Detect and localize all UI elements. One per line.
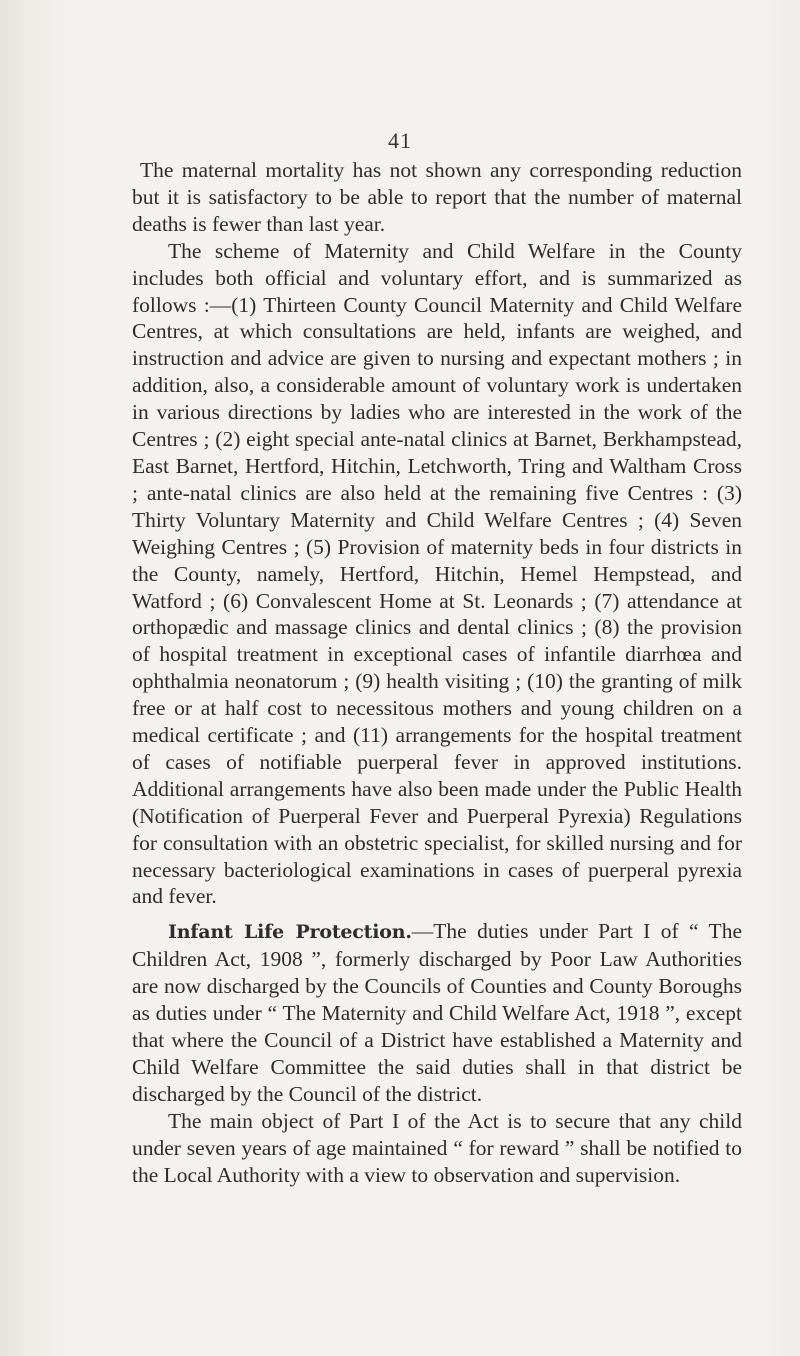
body-text [132,157,742,1188]
paragraph-main-object: The main object of Part I of the Act is to secure that any child under seven years of age maintained “ for reward ” shall be notified to the Local Authority with a view to observation and supervision. [132,1108,742,1187]
paragraph-welfare-scheme: The scheme of Maternity and Child Welfare in the County includes both official and voluntary effort, and is summarized as follows :—(1) Thirteen County Council Maternity and Child Welfare Centres, at which consultations are held, infants are weighed, and instruction and advice are given to nursing and expectant mothers ; in addition, also, a considerable amount of voluntary work is undertaken in various directions by ladies who are interested in the work of the Centres ; (2) eight special ante-natal clinics at Barnet, Berkhampstead, East Barnet, Hertford, Hitchin, Letchworth, Tring and Waltham Cross ; ante-natal clinics are also held at the remaining five Centres : (3) Thirty Voluntary Maternity and Child Welfare Centres ; (4) Seven Weighing Centres ; (5) Provision of maternity beds in four districts in the County, namely, Hertford, Hitchin, Hemel Hempstead, and Watford ; (6) Convalescent Home at St. Leonards ; (7) attendance at orthopædic and massage clinics and dental clinics ; (8) the provision of hospital treatment in exceptional cases of infantile diarrhœa and ophthalmia neonatorum ; (9) health visiting ; (10) the granting of milk free or at half cost to necessitous mothers and young children on a medical certificate ; and (11) arrangements for the hospital treatment of cases of notifiable puerperal fever in approved institutions. Additional arrangements have also been made under the Public Health (Notification of Puerperal Fever and Puerperal Pyrexia) Regulations for consultation with an obstetric specialist, for skilled nursing and for necessary bacteriological examinations in cases of puerperal pyrexia and fever. [132,238,742,909]
paragraph-maternal-mortality: The maternal mortality has not shown any corresponding reduction but it is satisfactory to be able to report that the number of maternal deaths is fewer than last year. [132,158,742,236]
page-number: 41 [388,128,412,153]
section-heading-infant-life-protection: Infant Life Protection. [168,921,412,944]
paragraph-infant-life-protection [132,918,742,1107]
paragraph-infant-life-protection-body: —The duties under Part I of “ The Children Act, 1908 ”, formerly discharged by Poor Law Authorities are now discharged by the Councils of Counties and County Boroughs as duties under “ The Maternity and Child Welfare Act, 1918 ”, except that where the Council of a District have established a Maternity and Child Welfare Committee the said duties shall in that district be discharged by the Council of the district. [132,919,742,1106]
